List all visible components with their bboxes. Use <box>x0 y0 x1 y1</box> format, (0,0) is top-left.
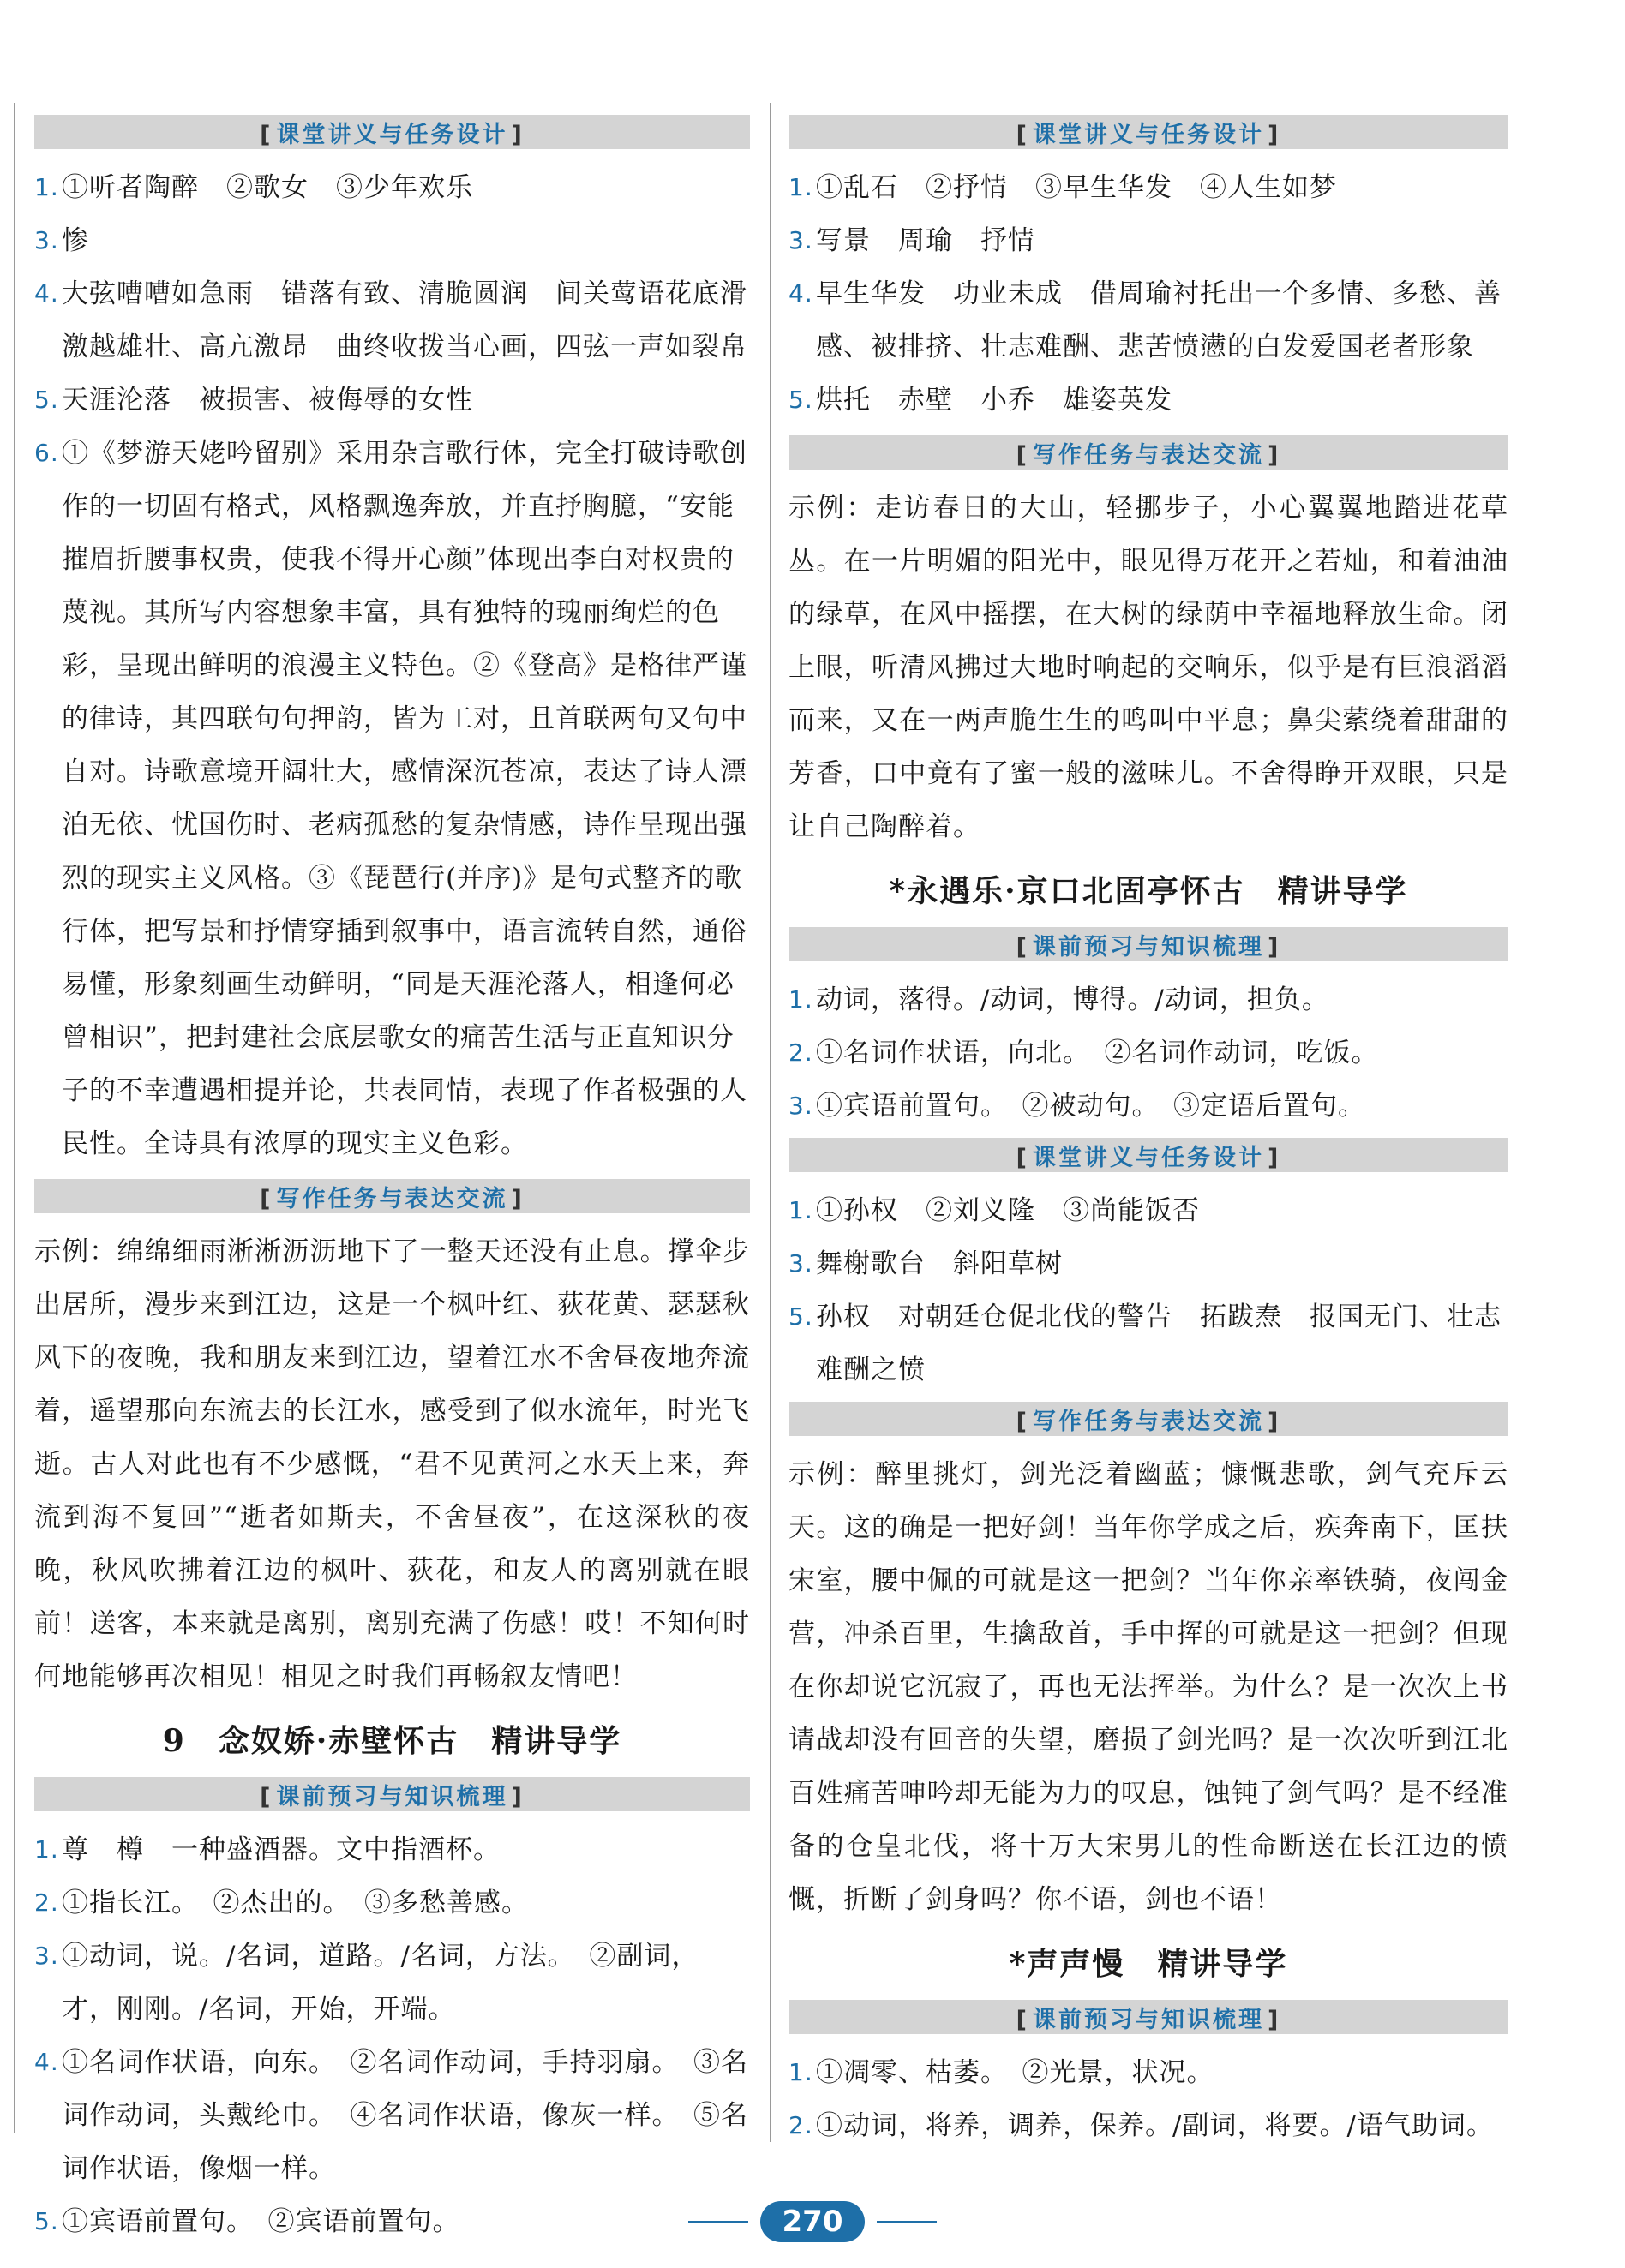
right-column <box>789 110 1508 2152</box>
section-header: [ 课堂讲义与任务设计 ] <box>789 115 1508 149</box>
answer-item: 3. 惨 <box>34 225 89 256</box>
writing-example: 示例：走访春日的大山，轻挪步子，小心翼翼地踏进花草丛。在一片明媚的阳光中，眼见得万花开之若灿，和着油油的绿草，在风中摇摆，在大树的绿荫中幸福地释放生命。闭上眼，听清风拂过大地时响起的交响乐，似乎是有巨浪滔滔而来，又在一两声脆生生的鸣叫中平息；鼻尖萦绕着甜甜的芳香，口中竟有了蜜一般的滋味儿。不舍得睁开双眼，只是让自己陶醉着。 <box>789 493 1508 842</box>
footer-rule-right <box>877 2221 937 2223</box>
column-divider <box>770 103 771 2142</box>
left-margin-rule <box>14 103 15 2133</box>
page-number: 270 <box>760 2201 866 2242</box>
answer-item: 1. 尊 樽 一种盛酒器。文中指酒杯。 <box>34 1834 501 1865</box>
answer-item: 1. ①孙权 ②刘义隆 ③尚能饭否 <box>789 1195 1200 1226</box>
answer-item: 5. 烘托 赤壁 小乔 雄姿英发 <box>789 385 1172 416</box>
answer-item: 5. 孙权 对朝廷仓促北伐的警告 拓跋焘 报国无门、壮志难酬之愤 <box>789 1302 1502 1385</box>
answer-item: 1. ①听者陶醉 ②歌女 ③少年欢乐 <box>34 172 473 203</box>
lesson-title: *声声慢 精讲导学 <box>1009 1946 1288 1982</box>
section-header: [ 课堂讲义与任务设计 ] <box>34 115 750 149</box>
answer-item: 5. ①宾语前置句。 ②宾语前置句。 <box>34 2206 460 2237</box>
footer-rule-left <box>688 2221 748 2223</box>
section-header: [ 课前预习与知识梳理 ] <box>34 1777 750 1811</box>
answer-item: 1. 动词，落得。/动词，博得。/动词，担负。 <box>789 984 1329 1015</box>
answer-item: 3. 写景 周瑜 抒情 <box>789 225 1035 256</box>
writing-example: 示例：醉里挑灯，剑光泛着幽蓝；慷慨悲歌，剑气充斥云天。这的确是一把好剑！当年你学成之后，疾奔南下，匡扶宋室，腰中佩的可就是这一把剑？当年你亲率铁骑，夜闯金营，冲杀百里，生擒敌首，手中挥的可就是这一把剑？但现在你却说它沉寂了，再也无法挥举。为什么？是一次次上书请战却没有回音的失望，磨损了剑光吗？是一次次听到江北百姓痛苦呻吟却无能为力的叹息，蚀钝了剑气吗？是不经准备的仓皇北伐，将十万大宋男儿的性命断送在长江边的愤慨，折断了剑身吗？你不语，剑也不语！ <box>789 1459 1508 1915</box>
lesson-title: *永遇乐·京口北固亭怀古 精讲导学 <box>889 873 1408 909</box>
answer-item: 4. 大弦嘈嘈如急雨 错落有致、清脆圆润 间关莺语花底滑 激越雄壮、高亢激昂 曲终收拨当心画，四弦一声如裂帛 <box>34 278 775 362</box>
answer-item: 2. ①名词作状语，向北。 ②名词作动词，吃饭。 <box>789 1038 1379 1068</box>
answer-item: 3. ①宾语前置句。 ②被动句。 ③定语后置句。 <box>789 1091 1365 1122</box>
answer-item: 5. 天涯沦落 被损害、被侮辱的女性 <box>34 385 473 416</box>
answer-item: 2. ①指长江。 ②杰出的。 ③多愁善感。 <box>34 1888 529 1918</box>
writing-example: 示例：绵绵细雨淅淅沥沥地下了一整天还没有止息。撑伞步出居所，漫步来到江边，这是一个枫叶红、荻花黄、瑟瑟秋风下的夜晚，我和朋友来到江边，望着江水不舍昼夜地奔流着，遥望那向东流去的长江水，感受到了似水流年，时光飞逝。古人对此也有不少感慨，“君不见黄河之水天上来，奔流到海不复回”“逝者如斯夫，不舍昼夜”，在这深秋的夜晚，秋风吹拂着江边的枫叶、荻花，和友人的离别就在眼前！送客，本来就是离别，离别充满了伤感！哎！不知何时何地能够再次相见！相见之时我们再畅叙友情吧！ <box>34 1236 750 1692</box>
lesson-title: 9 念奴娇·赤壁怀古 精讲导学 <box>162 1723 622 1759</box>
page-footer <box>0 2198 1625 2246</box>
answer-item: 4. ①名词作状语，向东。 ②名词作动词，手持羽扇。 ③名词作动词，头戴纶巾。 ④名词作状语，像灰一样。 ⑤名词作状语，像烟一样。 <box>34 2047 748 2184</box>
section-header: [ 课前预习与知识梳理 ] <box>789 927 1508 961</box>
answer-item: 1. ①凋零、枯萎。 ②光景，状况。 <box>789 2057 1214 2088</box>
answer-item: 6. ①《梦游天姥吟留别》采用杂言歌行体，完全打破诗歌创作的一切固有格式，风格飘逸奔放，并直抒胸臆，“安能摧眉折腰事权贵，使我不得开心颜”体现出李白对权贵的蔑视。其所写内容想象丰富，具有独特的瑰丽绚烂的色彩，呈现出鲜明的浪漫主义特色。②《登高》是格律严谨的律诗，其四联句句押韵，皆为工对，且首联两句又句中自对。诗歌意境开阔壮大，感情深沉苍凉，表达了诗人漂泊无依、忧国伤时、老病孤愁的复杂情感，诗作呈现出强烈的现实主义风格。③《琵琶行(并序)》是句式整齐的歌行体，把写景和抒情穿插到叙事中，语言流转自然，通俗易懂，形象刻画生动鲜明，“同是天涯沦落人，相逢何必曾相识”，把封建社会底层歌女的痛苦生活与正直知识分子的不幸遭遇相提并论，共表同情，表现了作者极强的人民性。全诗具有浓厚的现实主义色彩。 <box>34 438 747 1159</box>
section-header: [ 课堂讲义与任务设计 ] <box>789 1138 1508 1172</box>
answer-item: 4. 早生华发 功业未成 借周瑜衬托出一个多情、多愁、善感、被排挤、壮志难酬、悲苦愤懑的白发爱国老者形象 <box>789 278 1502 362</box>
answer-item: 2. ①动词，将养，调养，保养。/副词，将要。/语气助词。 <box>789 2110 1494 2141</box>
left-column <box>34 110 775 2248</box>
section-header: [ 写作任务与表达交流 ] <box>34 1179 750 1213</box>
answer-item: 3. 舞榭歌台 斜阳草树 <box>789 1248 1063 1279</box>
answer-item: 1. ①乱石 ②抒情 ③早生华发 ④人生如梦 <box>789 172 1337 203</box>
answer-item: 3. ①动词，说。/名词，道路。/名词，方法。 ②副词，才，刚刚。/名词，开始，开端。 <box>34 1941 699 2025</box>
section-header: [ 写作任务与表达交流 ] <box>789 1402 1508 1436</box>
section-header: [ 课前预习与知识梳理 ] <box>789 2000 1508 2034</box>
section-header: [ 写作任务与表达交流 ] <box>789 435 1508 470</box>
